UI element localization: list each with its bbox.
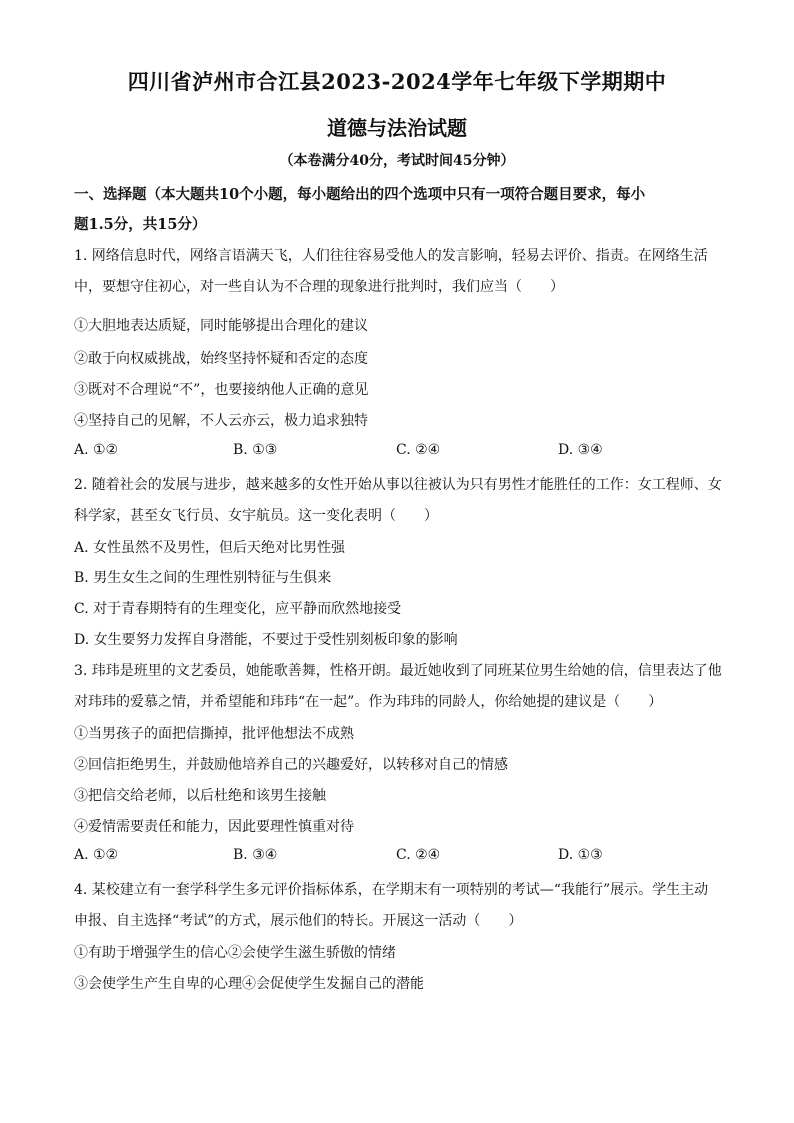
q1-statement-4: ④坚持自己的见解，不人云亦云，极力追求独特 <box>74 413 368 429</box>
q3-statement-2: ②回信拒绝男生，并鼓励他培养自己的兴趣爱好，以转移对自己的情感 <box>74 757 508 773</box>
q1-stem: 1. 网络信息时代，网络言语满天飞，人们往往容易受他人的发言影响，轻易去评价、指责。在网络生活 <box>74 248 708 264</box>
q2-option-c: C. 对于青春期特有的生理变化，应平静而欣然地接受 <box>74 601 402 617</box>
q2-stem: 2. 随着社会的发展与进步，越来越多的女性开始从事以往被认为只有男性才能胜任的工作：女工程师、女 <box>74 477 722 493</box>
q1-option-c: C. ②④ <box>396 442 441 458</box>
q1-stem-cont: 中，要想守住初心，对一些自认为不合理的现象进行批判时，我们应当（ ） <box>74 279 564 295</box>
q1-option-a: A. ①② <box>74 442 119 458</box>
q3-option-a: A. ①② <box>74 847 119 863</box>
q3-option-c: C. ②④ <box>396 847 441 863</box>
exam-note: （本卷满分40分，考试时间45分钟） <box>279 153 515 169</box>
q1-option-b: B. ①③ <box>233 442 278 458</box>
q2-option-b: B. 男生女生之间的生理性别特征与生俱来 <box>74 570 332 586</box>
q3-statement-1: ①当男孩子的面把信撕掉，批评他想法不成熟 <box>74 726 354 742</box>
q3-statement-4: ④爱情需要责任和能力，因此要理性慎重对待 <box>74 819 354 835</box>
q4-statements-2: ③会使学生产生自卑的心理④会促使学生发掘自己的潜能 <box>74 976 424 992</box>
q1-statement-1: ①大胆地表达质疑，同时能够提出合理化的建议 <box>74 318 368 334</box>
q3-option-d: D. ①③ <box>558 847 603 863</box>
q4-stem-cont: 申报、自主选择“考试”的方式，展示他们的特长。开展这一活动（ ） <box>74 913 523 929</box>
q1-statement-2: ②敢于向权威挑战，始终坚持怀疑和否定的态度 <box>74 351 368 367</box>
q4-statements-1: ①有助于增强学生的信心②会使学生滋生骄傲的情绪 <box>74 945 396 961</box>
q3-option-b: B. ③④ <box>233 847 278 863</box>
q1-statement-3: ③既对不合理说“不”，也要接纳他人正确的意见 <box>74 382 369 398</box>
exam-title: 四川省泸州市合江县2023-2024学年七年级下学期期中 <box>127 69 667 94</box>
section-heading: 一、选择题（本大题共10个小题，每小题给出的四个选项中只有一项符合题目要求，每小 <box>74 186 646 203</box>
q1-option-d: D. ③④ <box>558 442 603 458</box>
q3-stem: 3. 玮玮是班里的文艺委员，她能歌善舞，性格开朗。最近她收到了同班某位男生给她的信，信里表达了他 <box>74 663 722 679</box>
section-heading-cont: 题1.5分，共15分） <box>74 216 207 233</box>
exam-subject: 道德与法治试题 <box>327 116 467 140</box>
q3-statement-3: ③把信交给老师，以后杜绝和该男生接触 <box>74 788 326 804</box>
q2-stem-cont: 科学家，甚至女飞行员、女宇航员。这一变化表明（ ） <box>74 508 438 524</box>
q3-stem-cont: 对玮玮的爱慕之情，并希望能和玮玮“在一起”。作为玮玮的同龄人，你给她提的建议是（ ） <box>74 694 663 710</box>
q2-option-a: A. 女性虽然不及男性，但后天绝对比男性强 <box>74 540 346 556</box>
q4-stem: 4. 某校建立有一套学科学生多元评价指标体系，在学期末有一项特别的考试—“我能行”展示。学生主动 <box>74 882 709 898</box>
q2-option-d: D. 女生要努力发挥自身潜能，不要过于受性别刻板印象的影响 <box>74 632 458 648</box>
